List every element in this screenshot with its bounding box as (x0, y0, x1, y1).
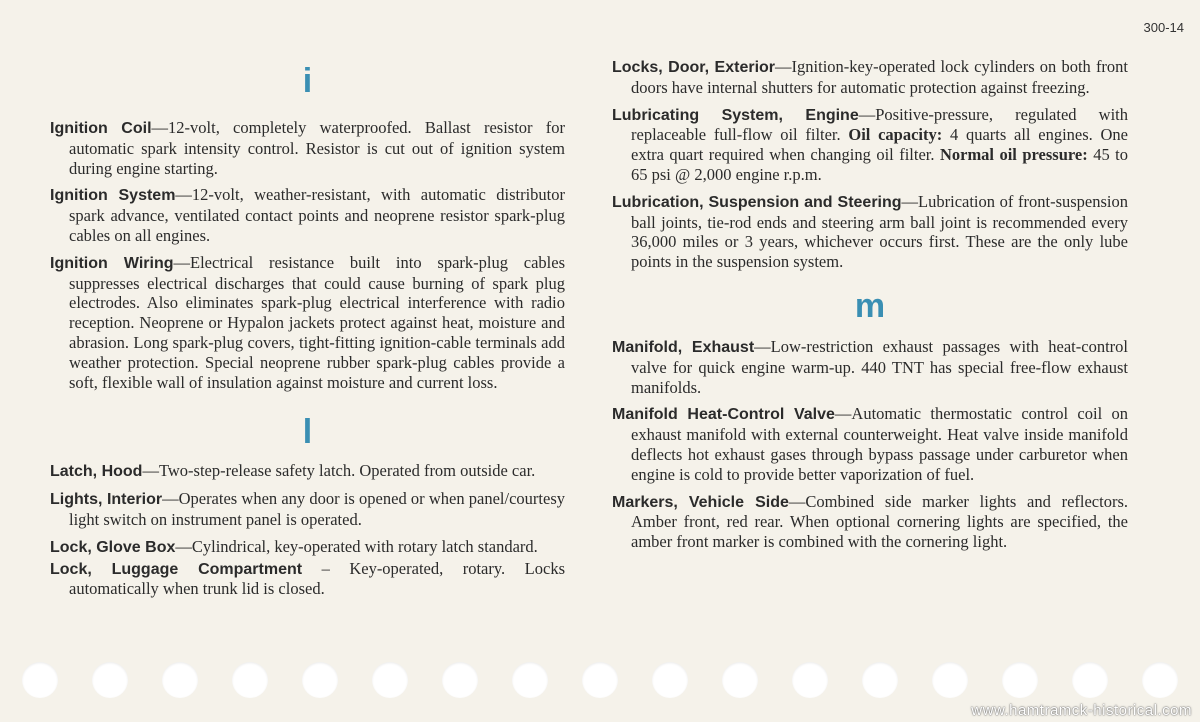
entry-term: Ignition System (50, 187, 176, 205)
binder-holes (0, 662, 1200, 702)
binder-hole (442, 662, 478, 698)
entry-text: Cylindrical, key-operated with rotary latch standard. (191, 536, 538, 556)
entry-lock-glove-box: Lock, Glove Box—Cylindrical, key-operated with rotary latch standard. (50, 536, 538, 556)
page-number: 300-14 (1143, 20, 1184, 35)
entry-manifold-exhaust: Manifold, Exhaust—Low-restriction exhaust passages with heat-control valve for quick engine warm-up. 440 TNT has special free-flow exhaust manifolds. (612, 336, 1128, 397)
oil-capacity-label: Oil capacity: (848, 125, 943, 145)
entry-latch-hood: Latch, Hood—Two-step-release safety latch. Operated from outside car. (50, 461, 536, 481)
binder-hole (232, 662, 268, 698)
entry-text: Low-restriction exhaust passages with heat-control valve for quick engine warm-up. 440 TNT has special free-flow exhaust manifolds. (631, 336, 1128, 397)
entry-lubrication-suspension-steering: Lubrication, Suspension and Steering—Lubrication of front-suspension ball joints, tie-rod ends and steering arm ball joint is recommended every 36,000 miles or 3 years, whichever occurs first. These are the only lube points in the suspension system. (612, 191, 1128, 272)
watermark: www.hamtramck-historical.com (971, 702, 1192, 719)
entry-term: Markers, Vehicle Side (612, 493, 789, 511)
entry-lock-luggage-compartment: Lock, Luggage Compartment – Key-operated, rotary. Locks automatically when trunk lid is closed. (50, 558, 565, 599)
entry-text: Automatic thermostatic control coil on exhaust manifold with external counterweight. Heat valve inside manifold deflects hot exhaust gases through bypass passage under carburetor when engine is cold to provide better vaporization of fuel. (631, 404, 1129, 484)
binder-hole (162, 662, 198, 698)
binder-hole (1142, 662, 1178, 698)
entry-term: Locks, Door, Exterior (612, 59, 776, 76)
entry-lights-interior: Lights, Interior—Operates when any door is opened or when panel/courtesy light switch on instrument panel is operated. (50, 489, 565, 529)
entry-term: Ignition Coil (50, 120, 152, 137)
section-letter-i: i (302, 62, 313, 100)
entry-ignition-system: Ignition System—12-volt, weather-resistant, with automatic distributor spark advance, ventilated contact points and neoprene resistor spark-plug cables on all engines. (50, 185, 566, 245)
entry-term: Lock, Glove Box (50, 538, 176, 556)
entry-ignition-coil: Ignition Coil—12-volt, completely waterproofed. Ballast resistor for automatic spark intensity control. Resistor is cut out of ignition system during engine starting. (50, 118, 565, 178)
entry-term: Ignition Wiring (50, 254, 174, 272)
entry-text: Positive-pressure, regulated with replaceable full-flow oil filter. (631, 104, 1128, 145)
entry-text: 12-volt, completely waterproofed. Ballast resistor for automatic spark intensity control. Resistor is cut out of ignition system during engine starting. (69, 118, 565, 178)
entry-text: Operates when any door is opened or when panel/courtesy light switch on instrument panel is operated. (69, 489, 565, 529)
entry-term: Lights, Interior (50, 491, 163, 509)
binder-hole (932, 662, 968, 698)
binder-hole (22, 662, 58, 698)
entry-text: Combined side marker lights and reflectors. Amber front, red rear. When optional cornering lights are specified, the amber front marker is combined with the cornering light. (631, 491, 1128, 552)
binder-hole (372, 662, 408, 698)
entry-markers-vehicle-side: Markers, Vehicle Side—Combined side marker lights and reflectors. Amber front, red rear. When optional cornering lights are specified, the amber front marker is combined with the cornering light. (612, 491, 1128, 552)
binder-hole (1072, 662, 1108, 698)
entry-text: Lubrication of front-suspension ball joints, tie-rod ends and steering arm ball joint is recommended every 36,000 miles or 3 years, whichever occurs first. These are the only lube points in the suspension system. (631, 191, 1128, 272)
entry-text: Two-step-release safety latch. Operated from outside car. (158, 461, 536, 481)
entry-ignition-wiring: Ignition Wiring—Electrical resistance built into spark-plug cables suppresses electrical discharges that could cause burning of spark plug electrodes. Also eliminates spark-plug electrical interference with radio reception. Neoprene or Hypalon jackets protect against heat, moisture and abrasion. Long spark-plug covers, tight-fitting ignition-cable terminals add weather protection. Special neoprene rubber spark-plug cables provide a soft, flexible wall of insulation against moisture and current loss. (50, 252, 566, 392)
oil-pressure-label: Normal oil pressure: (939, 145, 1088, 165)
entry-term: Manifold, Exhaust (612, 338, 755, 356)
entry-text: 12-volt, weather-resistant, with automatic distributor spark advance, ventilated contact points and neoprene resistor spark-plug cables on all engines. (69, 185, 566, 245)
binder-hole (582, 662, 618, 698)
entry-term: Lubrication, Suspension and Steering (612, 193, 902, 211)
binder-hole (792, 662, 828, 698)
entry-term: Lubricating System, Engine (612, 106, 859, 124)
right-column (612, 57, 1128, 559)
entry-locks-door-exterior: Locks, Door, Exterior—Ignition-key-operated lock cylinders on both front doors have internal shutters for automatic protection against freezing. (612, 57, 1129, 97)
entry-text: Key-operated, rotary. Locks automatically when trunk lid is closed. (69, 558, 565, 599)
entry-lubricating-system-engine: Lubricating System, Engine—Positive-pressure, regulated with replaceable full-flow oil filter. Oil capacity: 4 quarts all engines. One extra quart required when changing oil filter. Normal oil pressure: 45 to 65 psi @ 2,000 engine r.p.m. (612, 104, 1128, 184)
entry-text: Ignition-key-operated lock cylinders on both front doors have internal shutters for automatic protection against freezing. (631, 57, 1129, 97)
binder-hole (512, 662, 548, 698)
entry-term: Manifold Heat-Control Valve (612, 406, 835, 424)
left-column (50, 62, 565, 606)
entry-term: Latch, Hood (50, 463, 143, 481)
binder-hole (652, 662, 688, 698)
section-letter-m: m (854, 286, 886, 325)
section-letter-l: l (302, 413, 313, 452)
binder-hole (92, 662, 128, 698)
binder-hole (722, 662, 758, 698)
entry-text: 45 to 65 psi @ 2,000 engine r.p.m. (631, 145, 1128, 184)
entry-manifold-heat-control-valve: Manifold Heat-Control Valve—Automatic thermostatic control coil on exhaust manifold with external counterweight. Heat valve inside manifold deflects hot exhaust gases through bypass passage under carburetor when engine is cold to provide better vaporization of fuel. (612, 404, 1129, 484)
entry-text: Electrical resistance built into spark-plug cables suppresses electrical discharges that could cause burning of spark plug electrodes. Also eliminates spark-plug electrical interference with radio reception. Neoprene or Hypalon jackets protect against heat, moisture and abrasion. Long spark-plug covers, tight-fitting ignition-cable terminals add weather protection. Special neoprene rubber spark-plug cables provide a soft, flexible wall of insulation against moisture and current loss. (69, 252, 566, 392)
binder-hole (1002, 662, 1038, 698)
binder-hole (862, 662, 898, 698)
entry-text: 4 quarts all engines. One extra quart required when changing oil filter. (631, 125, 1128, 165)
binder-hole (302, 662, 338, 698)
entry-term: Lock, Luggage Compartment (50, 560, 303, 578)
